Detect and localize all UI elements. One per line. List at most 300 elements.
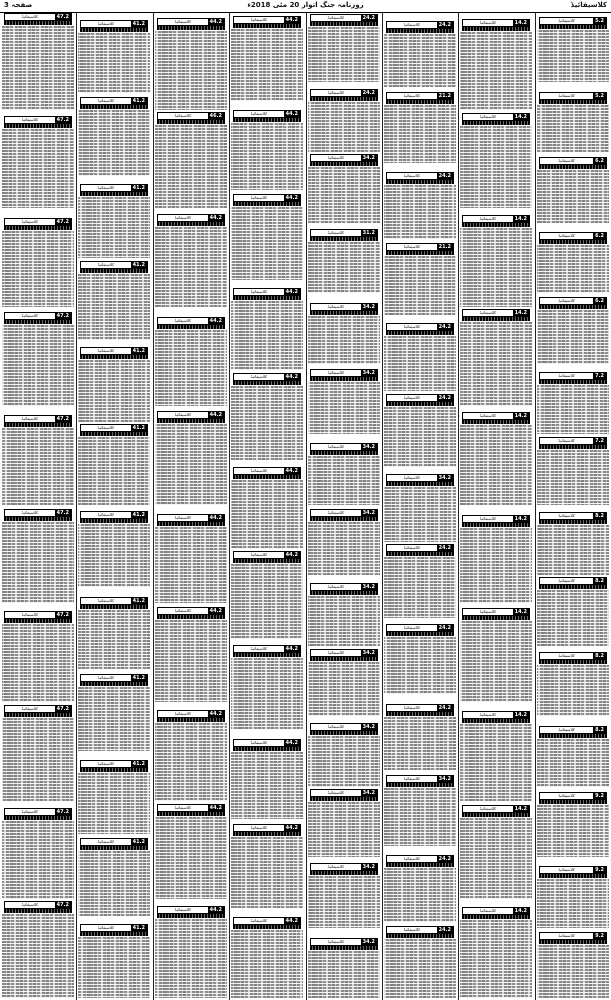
section-title: کلاسیفائیڈ: [570, 1, 607, 9]
ad-category-bar: [310, 14, 378, 22]
ad-category-label: کلاسیفائیڈ: [327, 444, 345, 449]
ad-category-code: 14.2: [514, 516, 527, 522]
ad-heading: [462, 121, 530, 125]
ad-heading: [4, 124, 72, 128]
ad-body-text: [308, 456, 380, 505]
issue-date: روزنامہ جنگ اتوار 20 مئی 2018ء: [247, 1, 364, 9]
column-rule: [229, 13, 230, 1000]
classified-column: [231, 13, 303, 1000]
ad-category-bar: [4, 808, 72, 816]
ad-category-label: کلاسیفائیڈ: [558, 513, 575, 518]
ad-category-label: کلاسیفائیڈ: [558, 867, 575, 872]
ad-heading: [462, 420, 530, 424]
ad-heading: [157, 812, 225, 816]
ad-category-bar: [4, 116, 72, 124]
ad-category-bar: [310, 789, 378, 797]
ad-category-code: 24.2: [438, 927, 451, 933]
ad-body-text: [308, 802, 380, 857]
ad-heading: [462, 616, 530, 620]
ad-category-bar: [386, 855, 454, 863]
ad-category-code: 7.2: [595, 438, 604, 444]
ad-category-label: کلاسیفائیڈ: [558, 18, 575, 23]
ad-category-code: 31.2: [362, 230, 375, 236]
ad-body-text: [537, 665, 609, 716]
ad-category-bar: [4, 218, 72, 226]
ad-heading: [157, 26, 225, 30]
ad-category-code: 14.2: [514, 806, 527, 812]
ad-category-code: 44.2: [285, 195, 298, 201]
ad-heading: [157, 419, 225, 423]
ad-body-text: [2, 325, 74, 406]
ad-category-code: 34.2: [362, 790, 375, 796]
ad-category-bar: [233, 824, 301, 832]
ad-category-bar: [80, 20, 148, 28]
ad-category-code: 44.2: [209, 711, 222, 717]
ad-category-code: 44.2: [209, 907, 222, 913]
ad-category-bar: [386, 394, 454, 402]
ad-category-label: کلاسیفائیڈ: [479, 609, 497, 614]
ad-body-text: [155, 330, 227, 406]
ad-body-text: [537, 245, 609, 293]
ad-heading: [80, 192, 148, 196]
ad-category-label: کلاسیفائیڈ: [327, 370, 345, 375]
ad-body-text: [155, 424, 227, 505]
ad-category-label: کلاسیفائیڈ: [250, 646, 268, 651]
ad-heading: [233, 832, 301, 836]
ad-category-code: 8.2: [595, 653, 604, 659]
ad-category-code: 14.2: [514, 216, 527, 222]
ad-category-code: 47.2: [56, 902, 69, 908]
ad-category-bar: [310, 863, 378, 871]
ad-category-bar: [157, 411, 225, 419]
ad-category-code: 21.2: [438, 93, 451, 99]
ad-heading: [386, 863, 454, 867]
ad-body-text: [308, 242, 380, 293]
ad-category-code: 9.2: [595, 867, 604, 873]
column-rule: [535, 13, 536, 1000]
ad-heading: [310, 517, 378, 521]
ad-body-text: [155, 227, 227, 307]
ad-heading: [386, 934, 454, 938]
ad-body-text: [2, 624, 74, 702]
ad-category-code: 47.2: [56, 14, 69, 20]
ad-category-label: کلاسیفائیڈ: [558, 653, 575, 658]
ad-category-label: کلاسیفائیڈ: [403, 856, 421, 861]
ad-category-code: 24.2: [438, 22, 451, 28]
ad-category-code: 44.2: [285, 918, 298, 924]
ad-heading: [80, 682, 148, 686]
ad-category-bar: [462, 412, 530, 420]
ad-category-label: کلاسیفائیڈ: [97, 262, 115, 267]
classified-column: [155, 13, 227, 1000]
ad-category-label: کلاسیفائیڈ: [558, 233, 575, 238]
ad-category-bar: [310, 303, 378, 311]
ad-category-bar: [310, 583, 378, 591]
ad-heading: [80, 432, 148, 436]
ad-body-text: [2, 914, 74, 998]
ad-body-text: [78, 33, 150, 93]
ad-body-text: [384, 717, 456, 770]
ad-category-label: کلاسیفائیڈ: [403, 545, 421, 550]
ad-category-bar: [539, 512, 607, 520]
ad-category-label: کلاسیفائیڈ: [479, 20, 497, 25]
ad-category-code: 21.2: [438, 244, 451, 250]
ad-heading: [157, 522, 225, 526]
ad-category-code: 7.2: [595, 373, 604, 379]
ad-category-code: 14.2: [514, 712, 527, 718]
ad-body-text: [231, 752, 303, 819]
ad-heading: [4, 226, 72, 230]
ad-heading: [539, 585, 607, 589]
ad-body-text: [460, 32, 532, 110]
ad-heading: [310, 237, 378, 241]
ad-category-code: 44.2: [209, 515, 222, 521]
ad-heading: [233, 559, 301, 563]
ad-heading: [310, 591, 378, 595]
ad-category-code: 34.2: [438, 776, 451, 782]
ad-category-bar: [310, 938, 378, 946]
ad-category-label: کلاسیفائیڈ: [327, 230, 345, 235]
ad-heading: [233, 202, 301, 206]
ad-heading: [310, 377, 378, 381]
ad-heading: [157, 325, 225, 329]
ad-category-label: کلاسیفائیڈ: [21, 219, 39, 224]
ad-category-bar: [386, 21, 454, 29]
ad-category-bar: [539, 866, 607, 874]
ad-category-code: 44.2: [285, 374, 298, 380]
ad-category-bar: [310, 154, 378, 162]
ad-category-bar: [539, 17, 607, 25]
ad-category-bar: [462, 113, 530, 121]
ad-body-text: [308, 596, 380, 646]
ad-category-bar: [157, 317, 225, 325]
ad-category-bar: [539, 792, 607, 800]
ad-body-text: [537, 30, 609, 82]
ad-heading: [310, 657, 378, 661]
ad-heading: [310, 311, 378, 315]
page-number: صفحہ 3: [4, 1, 33, 9]
ad-category-code: 14.2: [514, 20, 527, 26]
ad-body-text: [537, 385, 609, 434]
ad-category-code: 6.2: [595, 298, 604, 304]
ad-category-code: 24.2: [438, 545, 451, 551]
ad-body-text: [537, 105, 609, 152]
ad-heading: [233, 296, 301, 300]
ad-body-text: [2, 718, 74, 801]
ad-heading: [233, 118, 301, 122]
ad-category-label: کلاسیفائیڈ: [479, 516, 497, 521]
column-rule: [382, 13, 383, 1000]
ad-category-code: 34.2: [362, 939, 375, 945]
ad-heading: [80, 105, 148, 109]
ad-category-code: 44.2: [285, 468, 298, 474]
ad-body-text: [384, 34, 456, 87]
ad-category-code: 41.2: [132, 21, 145, 27]
ad-category-label: کلاسیفائیڈ: [327, 864, 345, 869]
ad-category-code: 44.2: [285, 552, 298, 558]
ad-category-label: کلاسیفائیڈ: [250, 195, 268, 200]
ad-category-bar: [539, 92, 607, 100]
ad-body-text: [537, 525, 609, 575]
ad-body-text: [384, 407, 456, 467]
ad-category-code: 47.2: [56, 416, 69, 422]
ad-category-code: 46.2: [209, 113, 222, 119]
ad-category-bar: [233, 467, 301, 475]
ad-category-bar: [462, 907, 530, 915]
ad-body-text: [2, 129, 74, 208]
ad-category-bar: [4, 312, 72, 320]
ad-heading: [539, 800, 607, 804]
ad-category-bar: [80, 511, 148, 519]
ad-heading: [233, 381, 301, 385]
ad-category-label: کلاسیفائیڈ: [403, 776, 421, 781]
ad-category-code: 5.2: [595, 18, 604, 24]
ad-body-text: [460, 228, 532, 307]
ad-body-text: [78, 687, 150, 751]
classified-column: [537, 13, 609, 1000]
ad-body-text: [537, 310, 609, 364]
ad-heading: [4, 816, 72, 820]
ad-category-bar: [80, 424, 148, 432]
ad-category-bar: [80, 347, 148, 355]
ad-body-text: [460, 528, 532, 603]
ad-category-label: کلاسیفائیڈ: [250, 468, 268, 473]
ad-category-code: 41.2: [132, 839, 145, 845]
column-rule: [153, 13, 154, 1000]
ad-category-label: کلاسیفائیڈ: [21, 313, 39, 318]
ad-category-label: کلاسیفائیڈ: [558, 727, 575, 732]
ad-category-bar: [539, 726, 607, 734]
ad-heading: [80, 28, 148, 32]
ad-heading: [539, 660, 607, 664]
ad-heading: [539, 734, 607, 738]
ad-category-label: کلاسیفائیڈ: [21, 416, 39, 421]
ad-category-code: 41.2: [132, 98, 145, 104]
ad-body-text: [155, 125, 227, 208]
column-rule: [306, 13, 307, 1000]
ad-category-bar: [386, 474, 454, 482]
ad-body-text: [460, 818, 532, 899]
ad-category-label: کلاسیفائیڈ: [403, 244, 421, 249]
ad-category-label: کلاسیفائیڈ: [174, 318, 192, 323]
ad-heading: [462, 223, 530, 227]
ad-heading: [4, 517, 72, 521]
ad-body-text: [384, 256, 456, 315]
ad-body-text: [2, 428, 74, 505]
ad-body-text: [78, 274, 150, 340]
ad-body-text: [384, 105, 456, 163]
ad-body-text: [308, 662, 380, 716]
ad-heading: [386, 180, 454, 184]
ad-body-text: [78, 437, 150, 505]
ad-category-label: کلاسیفائیڈ: [174, 113, 192, 118]
ad-body-text: [460, 920, 532, 998]
ad-body-text: [308, 382, 380, 434]
ad-heading: [310, 731, 378, 735]
ad-category-label: کلاسیفائیڈ: [174, 907, 192, 912]
ad-heading: [462, 719, 530, 723]
ad-heading: [4, 619, 72, 623]
ad-body-text: [155, 919, 227, 998]
ad-category-label: کلاسیفائیڈ: [21, 809, 39, 814]
ad-heading: [4, 423, 72, 427]
ad-heading: [386, 29, 454, 33]
ad-body-text: [384, 637, 456, 694]
ad-category-code: 34.2: [362, 724, 375, 730]
ad-heading: [386, 100, 454, 104]
ad-heading: [310, 97, 378, 101]
ad-heading: [539, 380, 607, 384]
ad-body-text: [460, 425, 532, 505]
ad-heading: [4, 320, 72, 324]
ad-category-label: کلاسیفائیڈ: [97, 598, 115, 603]
ad-category-code: 34.2: [362, 650, 375, 656]
ad-category-label: کلاسیفائیڈ: [174, 515, 192, 520]
ad-category-code: 44.2: [209, 608, 222, 614]
ad-category-label: کلاسیفائیڈ: [21, 902, 39, 907]
ad-body-text: [460, 322, 532, 406]
ad-category-label: کلاسیفائیڈ: [97, 925, 115, 930]
ad-heading: [310, 22, 378, 26]
ad-category-label: کلاسیفائیڈ: [21, 706, 39, 711]
ad-category-bar: [233, 194, 301, 202]
ad-heading: [310, 797, 378, 801]
ad-category-bar: [386, 92, 454, 100]
ad-body-text: [537, 945, 609, 998]
ad-category-code: 9.2: [595, 933, 604, 939]
ad-category-code: 34.2: [362, 864, 375, 870]
ad-category-bar: [386, 775, 454, 783]
ad-category-label: کلاسیفائیڈ: [327, 155, 345, 160]
ad-category-bar: [310, 229, 378, 237]
ad-category-bar: [462, 805, 530, 813]
ad-category-label: کلاسیفائیڈ: [403, 927, 421, 932]
ad-category-bar: [233, 110, 301, 118]
ad-body-text: [155, 527, 227, 603]
ad-body-text: [78, 937, 150, 998]
ad-body-text: [537, 170, 609, 223]
ad-body-text: [78, 610, 150, 669]
ad-category-code: 9.2: [595, 793, 604, 799]
ad-category-bar: [80, 261, 148, 269]
ad-category-label: کلاسیفائیڈ: [97, 348, 115, 353]
ad-body-text: [231, 29, 303, 101]
ad-body-text: [537, 450, 609, 505]
ad-category-label: کلاسیفائیڈ: [403, 324, 421, 329]
ad-category-label: کلاسیفائیڈ: [327, 790, 345, 795]
ad-category-label: کلاسیفائیڈ: [327, 15, 345, 20]
ad-category-label: کلاسیفائیڈ: [558, 578, 575, 583]
ad-category-label: کلاسیفائیڈ: [250, 374, 268, 379]
ad-category-bar: [157, 607, 225, 615]
ad-category-code: 47.2: [56, 706, 69, 712]
ad-category-code: 24.2: [438, 625, 451, 631]
ad-heading: [539, 305, 607, 309]
ad-category-bar: [157, 906, 225, 914]
ad-category-label: کلاسیفائیڈ: [479, 806, 497, 811]
ad-category-label: کلاسیفائیڈ: [97, 761, 115, 766]
ad-body-text: [384, 336, 456, 391]
ad-body-text: [231, 386, 303, 460]
ad-category-label: کلاسیفائیڈ: [97, 425, 115, 430]
ad-body-text: [308, 736, 380, 787]
ad-body-text: [231, 207, 303, 280]
ad-category-bar: [462, 711, 530, 719]
ad-heading: [539, 520, 607, 524]
ad-category-bar: [4, 509, 72, 517]
ad-heading: [462, 523, 530, 527]
ad-category-label: کلاسیفائیڈ: [97, 512, 115, 517]
ad-category-code: 24.2: [362, 15, 375, 21]
ad-body-text: [2, 231, 74, 307]
ad-category-label: کلاسیفائیڈ: [479, 413, 497, 418]
ad-category-label: کلاسیفائیڈ: [403, 705, 421, 710]
ad-body-text: [231, 930, 303, 998]
ad-category-label: کلاسیفائیڈ: [558, 373, 575, 378]
ad-category-code: 34.2: [362, 304, 375, 310]
ad-category-label: کلاسیفائیڈ: [250, 825, 268, 830]
ad-category-label: کلاسیفائیڈ: [479, 712, 497, 717]
ad-heading: [80, 846, 148, 850]
ad-category-code: 24.2: [438, 705, 451, 711]
ad-category-label: کلاسیفائیڈ: [97, 185, 115, 190]
ad-category-label: کلاسیفائیڈ: [403, 173, 421, 178]
ad-category-code: 14.2: [514, 609, 527, 615]
ad-category-label: کلاسیفائیڈ: [327, 724, 345, 729]
ad-body-text: [384, 868, 456, 922]
ad-category-bar: [157, 112, 225, 120]
ad-category-bar: [386, 544, 454, 552]
ad-category-label: کلاسیفائیڈ: [21, 612, 39, 617]
ad-category-code: 41.2: [132, 675, 145, 681]
ad-category-code: 6.2: [595, 233, 604, 239]
ad-body-text: [2, 821, 74, 899]
ad-category-label: کلاسیفائیڈ: [403, 22, 421, 27]
ad-category-code: 47.2: [56, 219, 69, 225]
ad-heading: [157, 120, 225, 124]
ad-body-text: [308, 27, 380, 82]
page-header: [0, 0, 611, 13]
ad-body-text: [78, 524, 150, 587]
ad-category-label: کلاسیفائیڈ: [479, 908, 497, 913]
ad-category-code: 14.2: [514, 908, 527, 914]
ad-body-text: [78, 773, 150, 834]
ad-category-code: 24.2: [362, 90, 375, 96]
ad-category-label: کلاسیفائیڈ: [558, 438, 575, 443]
ad-category-code: 44.2: [209, 412, 222, 418]
ad-heading: [462, 27, 530, 31]
ad-category-bar: [462, 309, 530, 317]
ad-category-code: 41.2: [132, 425, 145, 431]
ad-category-label: کلاسیفائیڈ: [403, 475, 421, 480]
ad-category-bar: [539, 932, 607, 940]
ad-heading: [157, 718, 225, 722]
ad-body-text: [231, 123, 303, 190]
ad-body-text: [231, 301, 303, 370]
ad-category-label: کلاسیفائیڈ: [327, 650, 345, 655]
ad-heading: [80, 768, 148, 772]
ad-category-label: کلاسیفائیڈ: [558, 298, 575, 303]
ad-heading: [310, 871, 378, 875]
ad-category-bar: [539, 372, 607, 380]
ad-body-text: [231, 837, 303, 908]
ad-category-label: کلاسیفائیڈ: [403, 625, 421, 630]
ad-category-code: 24.2: [438, 173, 451, 179]
ad-heading: [80, 355, 148, 359]
ad-category-code: 24.2: [438, 324, 451, 330]
ad-category-bar: [157, 18, 225, 26]
ad-category-bar: [4, 13, 72, 21]
